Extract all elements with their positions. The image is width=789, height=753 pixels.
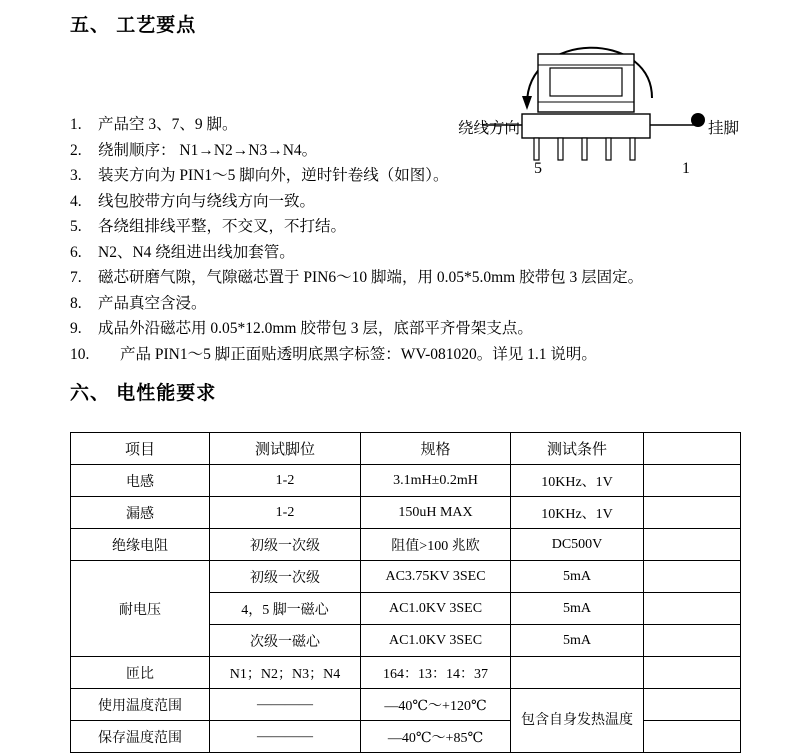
cell-pins: 1-2 (210, 497, 361, 529)
cell-condition: 5mA (511, 561, 644, 593)
cell-spec: 150uH MAX (361, 497, 511, 529)
list-item (70, 316, 770, 342)
cell-pins: 初级一次级 (210, 529, 361, 561)
list-item-number: 5. (70, 218, 82, 235)
cell-condition: 10KHz、1V (511, 497, 644, 529)
bobbin-window (550, 68, 622, 96)
list-item (70, 265, 770, 291)
cell-item: 保存温度范围 (71, 721, 210, 753)
list-item-number: 4. (70, 192, 82, 210)
list-item-text: 装夹方向为 PIN1～5 脚向外，逆时针卷线（如图）。 (98, 167, 449, 184)
cell-condition: 5mA (511, 593, 644, 625)
cell-spec: —40℃～+85℃ (361, 721, 511, 753)
list-item-text: 产品空 3、7、9 脚。 (98, 116, 238, 133)
list-item-number: 7. (70, 269, 82, 286)
list-item-number: 2. (70, 141, 82, 159)
cell-extra (644, 465, 741, 497)
cell-item: 漏感 (71, 497, 210, 529)
cell-spec: 164：13：14：37 (361, 657, 511, 689)
table-row (71, 561, 741, 593)
column-header-pins: 测试脚位 (210, 433, 361, 465)
list-item (70, 189, 770, 215)
list-item-number: 3. (70, 167, 82, 184)
cell-pins: 初级一次级 (210, 561, 361, 593)
section-heading-process: 五、 工艺要点 (70, 15, 197, 36)
cell-extra (644, 561, 741, 593)
cell-extra (644, 657, 741, 689)
table-row (71, 657, 741, 689)
column-header-item: 项目 (71, 433, 210, 465)
list-item-text: 成品外沿磁芯用 0.05*12.0mm 胶带包 3 层，底部平齐骨架支点。 (98, 320, 533, 337)
list-item-text: 产品 PIN1～5 脚正面贴透明底黑字标签：WV-081020。详见 1.1 说明。 (120, 345, 597, 363)
winding-direction-arrowhead (522, 96, 532, 110)
cell-spec: —40℃～+120℃ (361, 689, 511, 721)
cell-condition: DC500V (511, 529, 644, 561)
list-item-text: 产品真空含浸。 (98, 294, 207, 312)
table-row (71, 497, 741, 529)
list-item-text: N2、N4 绕组进出线加套管。 (98, 243, 295, 261)
column-header-condition: 测试条件 (511, 433, 644, 465)
cell-item: 匝比 (71, 657, 210, 689)
cell-pins: 1-2 (210, 465, 361, 497)
pin-left-label: 5 (534, 160, 542, 177)
list-item-number: 9. (70, 320, 82, 337)
cell-pins: 次级一磁心 (210, 625, 361, 657)
winding-direction-label: 绕线方向 (458, 120, 521, 137)
cell-extra (644, 593, 741, 625)
cell-extra (644, 625, 741, 657)
cell-extra (644, 529, 741, 561)
list-item (70, 112, 770, 138)
cell-spec: AC1.0KV 3SEC (361, 593, 511, 625)
cell-pins: ———— (210, 689, 361, 721)
list-item-number: 8. (70, 294, 82, 312)
cell-pins: ———— (210, 721, 361, 753)
cell-spec: 3.1mH±0.2mH (361, 465, 511, 497)
list-item (70, 138, 770, 164)
cell-spec: 阻值>100 兆欧 (361, 529, 511, 561)
list-item (70, 291, 770, 317)
list-item (70, 342, 770, 368)
column-header-spec: 规格 (361, 433, 511, 465)
list-item-number: 10. (70, 345, 90, 363)
table-row (71, 529, 741, 561)
electrical-spec-table (70, 432, 741, 753)
list-item (70, 240, 770, 266)
table-row (71, 689, 741, 721)
list-item (70, 163, 770, 189)
list-item-text: 线包胶带方向与绕线方向一致。 (98, 192, 316, 210)
table-header-row (71, 433, 741, 465)
cell-item: 电感 (71, 465, 210, 497)
cell-extra (644, 689, 741, 721)
list-item-text: 绕制顺序： N1→N2→N3→N4。 (98, 141, 318, 159)
table-row (71, 465, 741, 497)
cell-spec: AC3.75KV 3SEC (361, 561, 511, 593)
list-item-number: 1. (70, 116, 82, 133)
cell-condition: 包含自身发热温度 (511, 689, 644, 753)
cell-item: 使用温度范围 (71, 689, 210, 721)
cell-item: 耐电压 (71, 561, 210, 657)
cell-condition: 10KHz、1V (511, 465, 644, 497)
cell-condition: 5mA (511, 625, 644, 657)
cell-item: 绝缘电阻 (71, 529, 210, 561)
cell-pins: N1；N2；N3；N4 (210, 657, 361, 689)
pin-right-label: 1 (682, 160, 690, 177)
cell-spec: AC1.0KV 3SEC (361, 625, 511, 657)
cell-pins: 4，5 脚一磁心 (210, 593, 361, 625)
cell-extra (644, 497, 741, 529)
process-points-list (70, 112, 770, 367)
list-item-text: 磁芯研磨气隙，气隙磁芯置于 PIN6～10 脚端，用 0.05*5.0mm 胶带包 3 层固定。 (98, 269, 644, 286)
section-heading-electrical: 六、 电性能要求 (70, 383, 217, 404)
hook-label: 挂脚 (708, 120, 740, 137)
cell-extra (644, 721, 741, 753)
list-item-number: 6. (70, 243, 82, 261)
cell-condition (511, 657, 644, 689)
list-item (70, 214, 770, 240)
column-header-extra (644, 433, 741, 465)
list-item-text: 各绕组排线平整，不交叉，不打结。 (98, 218, 347, 235)
